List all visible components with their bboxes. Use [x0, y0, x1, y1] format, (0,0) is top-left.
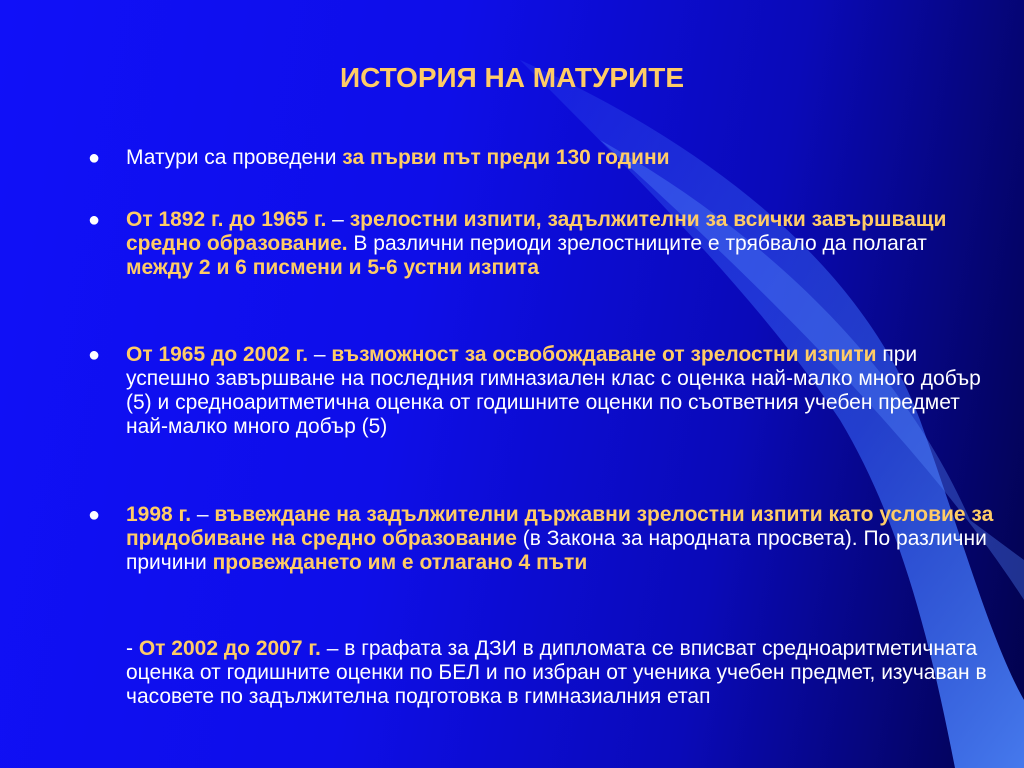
highlighted-text: От 2002 до 2007 г.: [138, 637, 321, 660]
bullet-dot-icon: ●: [88, 147, 101, 169]
highlighted-text: провеждането им е отлагано 4 пъти: [212, 551, 588, 574]
highlighted-text: От 1892 г. до 1965 г.: [126, 208, 327, 231]
highlighted-text: въвеждане на задължителни държавни зрелостни изпити като условие за придобиване на средно образование: [126, 503, 994, 550]
body-text: В различни периоди зрелостниците е трябвало да полагат: [347, 232, 927, 255]
body-text: (в Закона за народната просвета). По различни причини: [126, 527, 987, 574]
body-text: –: [308, 343, 332, 366]
body-text: –: [326, 208, 350, 231]
bullet-item: [88, 146, 996, 170]
highlighted-text: между 2 и 6 писмени и 5-6 устни изпита: [126, 256, 539, 279]
highlighted-text: за първи път преди 130 години: [342, 146, 670, 169]
bullet-item: [88, 343, 996, 439]
highlighted-text: зрелостни изпити, задължителни за всички завършващи средно образование.: [126, 208, 947, 255]
bullet-dot-icon: ●: [88, 209, 101, 231]
bullet-dot-icon: ●: [88, 504, 101, 526]
highlighted-text: От 1965 до 2002 г.: [126, 343, 309, 366]
body-text: – в графата за ДЗИ в дипломата се вписват средноаритметичната оценка от годишните оценки по БЕЛ и по избран от ученика учебен предмет, изучаван в часовете по задължителна подготовка в гимназиалния етап: [126, 637, 987, 708]
bullet-item: [88, 208, 996, 280]
highlighted-text: 1998 г.: [126, 503, 192, 526]
body-text: –: [191, 503, 215, 526]
body-text: при успешно завършване на последния гимназиален клас с оценка най-малко много добър (5) и средноаритметична оценка от годишните оценки по съответния учебен предмет най-малко много добър (5): [126, 343, 981, 438]
highlighted-text: възможност за освобождаване от зрелостни изпити: [331, 343, 877, 366]
slide-title: ИСТОРИЯ НА МАТУРИТЕ: [339, 62, 684, 93]
bullet-item: [88, 503, 996, 575]
sub-item: [126, 637, 996, 709]
body-text: -: [126, 637, 139, 660]
body-text: Матури са проведени: [126, 146, 343, 169]
bullet-dot-icon: ●: [88, 344, 101, 366]
